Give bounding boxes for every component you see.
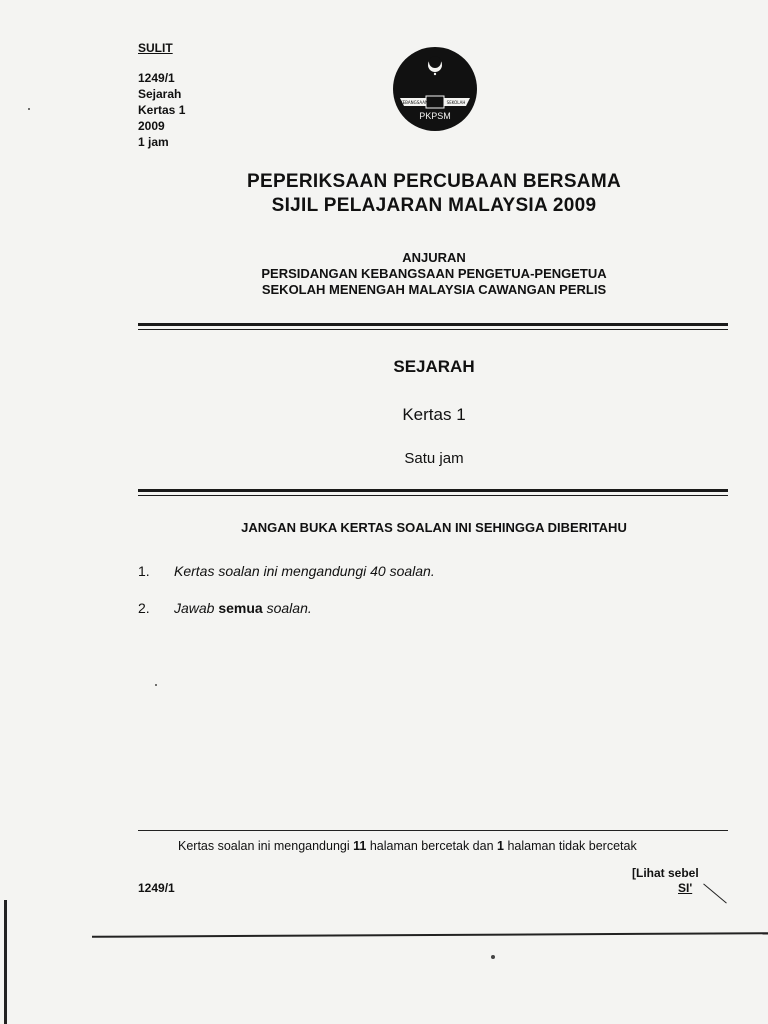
exam-paper: Kertas 1 xyxy=(402,405,466,424)
organizer-label: ANJURAN xyxy=(402,250,466,265)
see-over-note: [Lihat sebel xyxy=(632,866,699,880)
instruction-text: Kertas soalan ini mengandungi 40 soalan. xyxy=(174,563,435,579)
instruction-number: 1. xyxy=(138,563,150,579)
instruction-number: 2. xyxy=(138,600,150,616)
instruction-1 xyxy=(138,563,435,579)
exam-duration-text: Satu jam xyxy=(404,450,464,467)
page-count-mid: halaman bercetak dan xyxy=(369,839,494,853)
double-rule-top xyxy=(138,323,728,330)
scan-speck xyxy=(28,108,30,110)
footer-sulit: SI' xyxy=(678,881,693,895)
organizer-line-1: PERSIDANGAN KEBANGSAAN PENGETUA-PENGETUA xyxy=(261,266,607,281)
instruction-2 xyxy=(138,600,312,616)
exam-subject: SEJARAH xyxy=(393,357,475,376)
sulit-label: SULIT xyxy=(138,41,173,55)
exam-title xyxy=(134,170,734,218)
scan-edge-left xyxy=(4,900,7,1024)
instruction-text-bold: semua xyxy=(218,600,263,616)
exam-duration: 1 jam xyxy=(138,135,169,149)
instruction-text-pre: Jawab xyxy=(174,600,215,616)
scan-speck xyxy=(155,684,157,686)
paper-code: 1249/1 xyxy=(138,71,175,85)
scan-edge-line xyxy=(92,932,768,938)
header-block xyxy=(138,40,185,150)
organizer-line-2: SEKOLAH MENENGAH MALAYSIA CAWANGAN PERLIS xyxy=(261,282,607,297)
subject-name: Sejarah xyxy=(138,87,182,101)
pkpsm-emblem-icon xyxy=(392,46,478,132)
logo-text: PKPSM xyxy=(419,111,451,121)
title-line-2: SIJIL PELAJARAN MALAYSIA 2009 xyxy=(271,195,597,216)
scan-artifact-diagonal xyxy=(703,883,727,903)
paper-number: Kertas 1 xyxy=(138,103,186,117)
exam-year: 2009 xyxy=(138,119,165,133)
logo-ribbon-left: KEBANGSAAN xyxy=(400,100,428,105)
page-count-pre: Kertas soalan ini mengandungi xyxy=(178,839,350,853)
page-count-note xyxy=(178,839,637,853)
blank-page-count: 1 xyxy=(497,839,504,853)
double-rule-middle xyxy=(138,489,728,496)
do-not-open-warning: JANGAN BUKA KERTAS SOALAN INI SEHINGGA DIBERITAHU xyxy=(241,520,627,535)
organizer-block xyxy=(134,250,734,298)
footer-paper-code: 1249/1 xyxy=(138,881,175,895)
title-line-1: PEPERIKSAAN PERCUBAAN BERSAMA xyxy=(247,171,621,192)
logo-ribbon-right: SEKOLAH xyxy=(446,100,466,105)
printed-page-count: 11 xyxy=(353,839,367,853)
pkpsm-logo xyxy=(392,46,478,132)
instruction-text-post: soalan. xyxy=(266,600,312,616)
footer-rule xyxy=(138,830,728,831)
scan-speck xyxy=(491,955,495,959)
page-count-post: halaman tidak bercetak xyxy=(507,839,637,853)
